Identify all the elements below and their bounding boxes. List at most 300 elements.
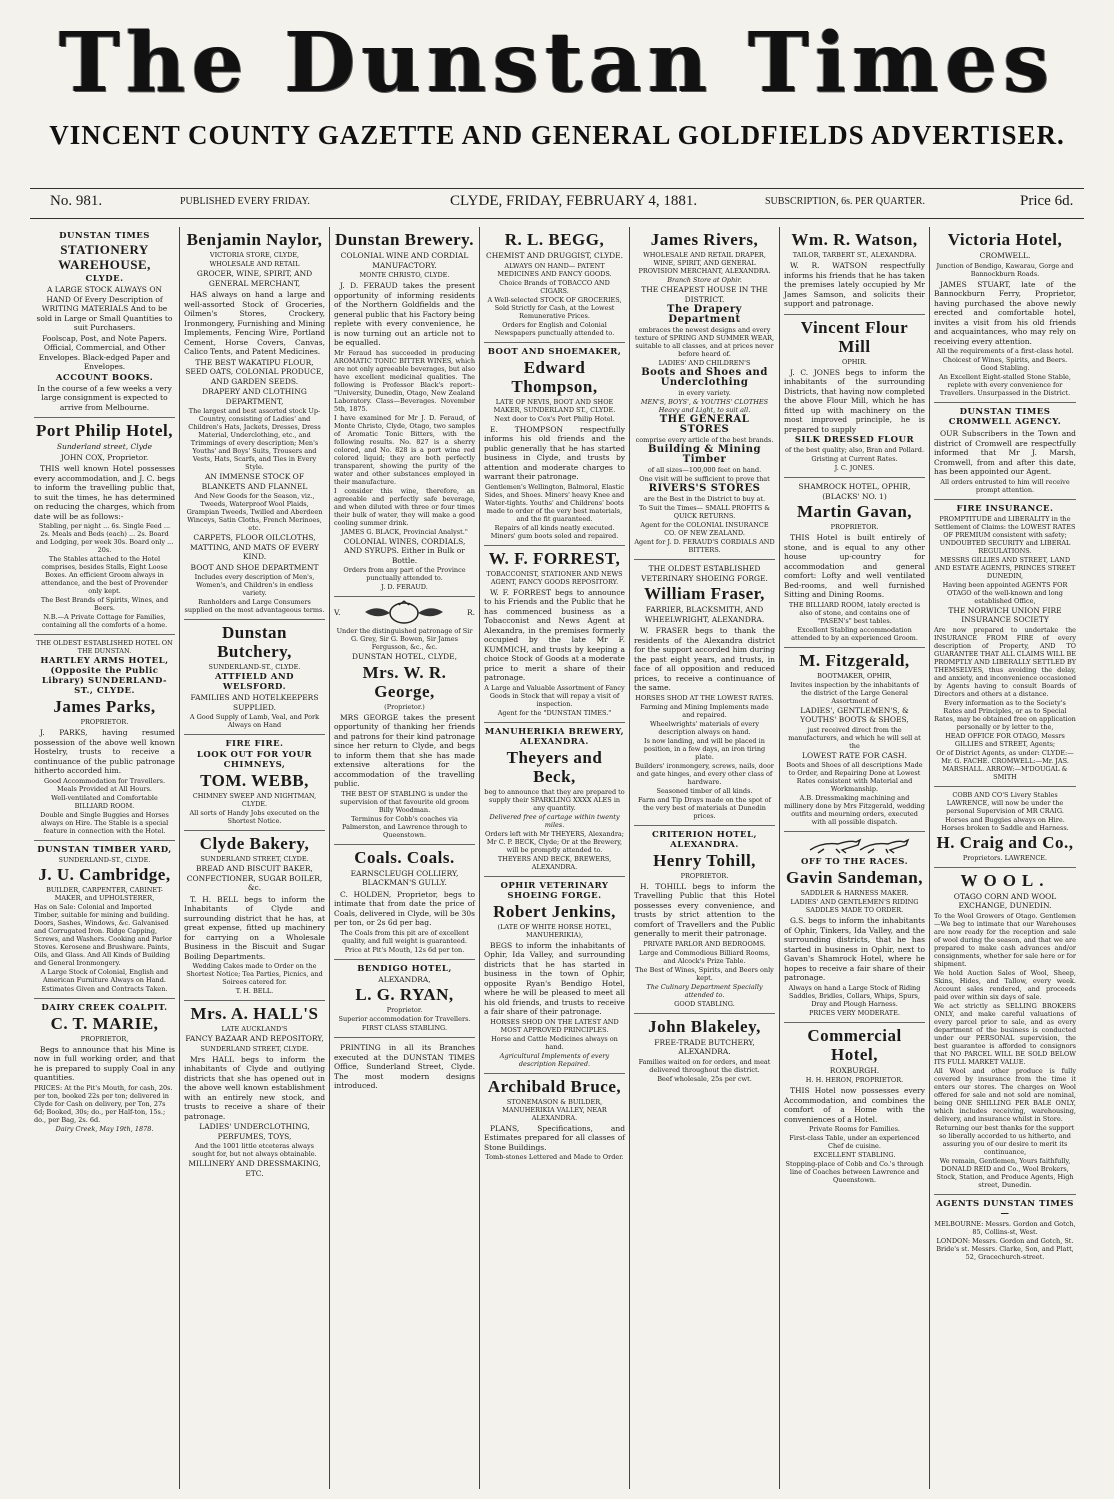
ad-text: PROMPTITUDE and LIBERALITY in the Settlement of Claims: the LOWEST RATES OF PREMIUM consistent with safety; UNDOUBTED SECURITY and LIBERAL REGULATIONS. [934,514,1076,555]
ad-text: Good Accommodation for Travellers. Meals Provided at All Hours. [43,776,166,793]
ad-text: PROPRIETOR. [80,718,129,726]
crest-letter-r: R. [466,608,475,618]
ad-text: N.B.—A Private Cottage for Families, containing all the comforts of a home. [41,613,168,629]
ad-text: BUILDER, CARPENTER, CABINET-MAKER, and UPHOLSTERER, [46,885,163,902]
ad-text: We hold Auction Sales of Wool, Sheep, Skins, Hides, and Tallow, every week. Account sales rendered, and proceeds paid over within six days of sale. [934,968,1076,1001]
ad-body: J. PARKS, having resumed possession of the above well known Hostelry, trusts to receive a continuance of the public patronage hitherto accorded him. [34,728,175,775]
ad-mrs-a-hall [184,1001,325,1183]
ad-body: THIS Hotel now possesses every Accommodation, and combines the comfort of a Home with the conveniences of a Hotel. [784,1086,925,1124]
ad-text: Excellent Stabling accommodation attended to by an experienced Groom. [791,625,918,642]
ad-text: Every information as to the Society's Rates and Principles, or as to Special Rates, may be obtained free on application personally or by letter to the, [934,698,1076,731]
ad-body: W. R. WATSON respectfully informs his friends that he has taken the premises lately occupied by Mr James Samson, and solicits their support and patronage. [784,261,925,308]
ad-heading: SILK DRESSED FLOUR [794,435,915,445]
ad-text: Mr Feraud has succeeded in producing AROMATIC TONIC BITTER WINES, which are not only agreeable beverages, but also have excellent medicinal qualities. The following is Professor Black's report:- "University, Dunedin, Otago, New Zealand Laboratory. Class—Beverages. November 5th, 1875. [334,348,475,413]
ad-text: are the Best in the District to buy at. [643,495,766,503]
ad-title: Commercial Hotel, [807,1025,902,1064]
ad-body: HAS always on hand a large and well-assorted Stock of Groceries, Oilmen's Stores, Crockery, Ironmongery, Furnishing and Mining Implements, Fencing Wire, Portland Cement, Horse Covers, Canvas, Calico Tents, and Patent Medicines. [184,290,325,356]
ad-h-craig-and-co [934,787,1076,868]
crest-letter-v: V. [334,608,341,618]
ad-john-blakeley [634,1014,775,1088]
ad-text: (Proprietor.) [384,702,425,711]
ad-text: SUNDERLAND STREET, CLYDE. [200,1044,309,1053]
ad-text: HEAD OFFICE FOR OTAGO, Messrs GILLIES and STREET, Agents; [945,731,1065,748]
racehorse-icon [800,838,910,854]
issue-date: CLYDE, FRIDAY, FEBRUARY 4, 1881. [450,193,698,209]
ad-text: AN IMMENSE STOCK OF BLANKETS AND FLANNEL [201,472,308,491]
ad-text: Are now prepared to undertake the INSURANCE FROM FIRE of every description of Property, AND TO GUARANTEE THAT ALL CLAIMS WILL BE PROMPTLY AND LIBERALLY SETTLED BY THEMSELVES, thus avoiding the delay, and anxiety, and inconvenience occasioned by Agents having to consult Boards of Directors and others at a distance. [934,625,1076,698]
ad-text: Choicest of Wines, Spirits, and Beers. Good Stabling. [942,356,1068,372]
ad-text: BREAD AND BISCUIT BAKER, CONFECTIONER, SUGAR BOILER, &c. [186,864,323,892]
ad-title: J. U. Cambridge, [38,864,171,884]
ad-text: ALEXANDRA, [378,974,431,984]
ad-text: Farm and Tip Drays made on the spot of the very best of materials at Dunedin prices. [638,795,771,820]
ad-dunstan-butchery [184,620,325,735]
ad-body: E. THOMPSON respectfully informs his old friends and the public generally that he has started business in Clyde, and trusts by attention and moderate charges to warrant their patronage. [484,424,625,481]
subscription-rate: SUBSCRIPTION, 6s. PER QUARTER. [765,196,925,207]
ad-title: M. Fitzgerald, [799,650,910,670]
ad-title: Benjamin Naylor, [186,230,323,249]
ad-heading: LOOK OUT FOR YOUR CHIMNEYS, [196,750,313,770]
ad-title: Clyde Bakery, [199,834,310,853]
ad-heading: HARTLEY ARMS HOTEL, (Opposite the Public Library) SUNDERLAND-ST., CLYDE. [40,656,169,696]
ad-text: Delivered free of cartage within twenty miles. [489,812,620,829]
ad-text: Agent for J. D. FERAUD'S CORDIALS AND BITTERS. [634,538,775,554]
ad-benjamin-naylor [184,227,325,620]
ad-body: W. F. FORREST begs to announce to his Friends and the Public that he has commenced business as a Tobacconist and News Agent at Alexandra, in the premises formerly occupied by the late Mr F. KUMMICH, and trusts by keeping a choice Stock of Goods at a moderate price to merit a share of their patronage. [484,587,625,682]
ad-text: CHEMIST AND DRUGGIST, CLYDE. [485,251,624,260]
ad-text: of all sizes—100,000 feet on hand. [647,466,762,474]
ad-text: DRAPERY AND CLOTHING DEPARTMENT, [202,387,307,406]
issue-price: Price 6d. [1020,193,1074,209]
ad-title: WOOL. [960,870,1050,890]
ad-title: Edward Thompson, [511,357,598,396]
ad-text: MELBOURNE: Messrs. Gordon and Gotch, 85, Collins-st, West. [934,1219,1076,1236]
ad-text: TOBACCONIST, STATIONER AND NEWS AGENT, FANCY GOODS REPOSITORY. [486,569,623,586]
ad-text: Farming and Mining Implements made and repaired. [640,702,769,719]
ad-text: EARNSCLEUGH COLLIERY, BLACKMAN'S GULLY. [350,868,459,887]
ad-earnscleugh-colliery [334,845,475,960]
ad-text: ALWAYS ON HAND— PATENT MEDICINES AND FANCY GOODS. [497,261,612,278]
ad-text: THE NORWICH UNION FIRE INSURANCE SOCIETY [948,605,1062,624]
ad-heading: BENDIGO HOTEL, [357,963,452,974]
advertisement-columns [30,227,1084,1489]
ad-clyde-bakery [184,831,325,1001]
ad-text: Has on Sale: Colonial and Imported Timber, suitable for mining and building. Doors, Sashes, Windows, &c. Galvanised and Corrugated Iron. Ridge Capping, Screws, and Washers. Cooking and Parlor Stoves. Kerosene and Brushware. Paints, Oils, and Glass. And All Kinds of Building and General Ironmongery. [34,902,172,967]
ad-body: PRINTING in all its Branches executed at the DUNSTAN TIMES Office, Sunderland Street, Clyde. The most modern designs introduced. [334,1043,475,1090]
ad-text: Proprietor. [386,1006,423,1014]
ad-title: Henry Tohill, [653,850,756,870]
ad-text: Or of District Agents, as under: CLYDE:—Mr. G. FACHE. CROMWELL:—Mr. JAS. MARSHALL. ARROW:—M'DOUGAL & SMITH [936,748,1074,781]
ad-text: OTAGO CORN AND WOOL EXCHANGE, DUNEDIN. [953,891,1057,910]
ad-text: CARPETS, FLOOR OILCLOTHS, MATTING, AND MATS OF EVERY KIND. [190,533,319,561]
ad-text: A.B. Dressmaking machining and millinery done by Mrs Fitzgerald, wedding outfits and mourning orders, executed with all possible dispatch. [784,794,925,826]
ad-text: GROCER, WINE, SPIRIT, AND GENERAL MERCHANT, [196,269,313,288]
ad-text: LOWEST RATE FOR CASH. [802,750,907,760]
ad-body: Mrs HALL begs to inform the inhabitants of Clyde and outlying districts that she has opened out in the above well known establishment with an entirely new stock, and trusts to receive a share of their patronage. [184,1054,325,1121]
ad-text: Repairs of all kinds neatly executed. Miners' gum boots soled and repaired. [490,523,619,540]
ad-text: And New Goods for the Season, viz., Tweeds, Waterproof Wool Plaids, Grampian Tweeds, Twilled and Aberdeen Winceys, Satin Cloths, French Merinoes, etc. [186,492,323,532]
ad-text: WHOLESALE AND RETAIL DRAPER, WINE, SPIRIT, AND GENERAL PROVISION MERCHANT, ALEXANDRA. [638,251,771,275]
column-3 [330,227,480,1489]
ad-title: Gavin Sandeman, [786,868,923,887]
ad-text: Horses and Buggies always on Hire. Horses broken to Saddle and Harness. [941,815,1069,832]
ad-text: SUNDERLAND STREET, CLYDE. [200,855,309,863]
ad-tom-webb [184,735,325,831]
ad-heading: Building & Mining Timber [647,444,762,465]
ad-text: All Wool and other produce is fully covered by insurance from the time it enters our stores. The charges on Wool offered for sale and not sold are nominal, being ONE SHILLING PER BALE ONLY, which includes receiving, warehousing, delivery, and insurance whilst in Store. [934,1066,1076,1123]
ad-text: BOOT AND SHOE DEPARTMENT [190,562,319,572]
ad-port-philip-hotel [34,418,175,635]
ad-text: Boots and Shoes of all descriptions Made to Order, and Repairing Done at Lowest Rates consistent with Material and Workmanship. [786,761,923,793]
ad-text: CHIMNEY SWEEP AND NIGHTMAN, CLYDE. [192,792,317,808]
ad-title: Robert Jenkins, [493,901,616,921]
ad-body: Begs to announce that his Mine is now in full working order, and that he is prepared to supply Coal in any quantities. [34,1044,175,1082]
ad-text: HORSES SHOD AT THE LOWEST RATES. [635,693,774,702]
ad-bendigo-hotel [334,960,475,1039]
ad-text: OPHIR. [842,357,867,366]
ad-text: Choice Brands of TOBACCO AND CIGARS. [499,278,610,295]
ad-text: Invites inspection by the inhabitants of the district of the Large General Assortment of [790,680,919,705]
ad-title: C. T. MARIE, [50,1013,159,1033]
ad-text: All the requirements of a first-class hotel. [936,347,1074,355]
ad-title: Port Philip Hotel, [36,421,173,440]
ad-printing [334,1038,475,1096]
newspaper-subtitle: VINCENT COUNTY GAZETTE AND GENERAL GOLDFIELDS ADVERTISER. [49,120,1065,150]
ad-body: MRS GEORGE takes the present opportunity of thanking her friends and patrons for their kind patronage since her return to Clyde, and begs to inform them that she has made extensive alterations for the accommodation of the travelling public. [334,712,475,788]
ad-text: The largest and best assorted stock Up-Country, consisting of Ladies' and Children's Hats, Jackets, Dresses, Dress Material, Underclothing, etc., and Trimmings of every description; Men's Youths' and Boys' Suits, Trousers and Vests, Hats, Scarfs, and Ties in Every Style. [188,407,321,471]
ad-text: Having been appointed AGENTS FOR OTAGO of the well-known and long established Office, [942,580,1068,605]
ad-text: We act strictly as SELLING BROKERS ONLY, and make careful valuations of every parcel prior to sale, and as every department of the business is conducted under our PERSONAL supervision, the best guarantee is afforded to consignors that NO PARCEL WILL BE SOLD BELOW ITS FULL MARKET VALUE. [934,1001,1076,1066]
ad-text: An Excellent Eight-stalled Stone Stable, replete with every convenience for Travellers. Unsurpassed in the District. [939,373,1071,397]
ad-text: J. C. JONES. [834,464,875,472]
ad-text: SADDLER & HARNESS MAKER. [800,889,909,897]
ad-dunstan-brewery [334,227,475,597]
ad-body: THIS Hotel is built entirely of stone, and is equal to any other house up-country for accommodation and general comfort: Lofty and well ventilated Bed-rooms, and well furnished Sitting and Dining Rooms. [784,533,925,599]
ad-text: SUNDERLAND-ST., CLYDE. [208,663,301,671]
ad-text: ROXBURGH. [829,1065,880,1075]
ad-text: LONDON: Messrs. Gordon and Gotch, St. Bride's st. Messrs. Clarke, Son, and Platt, 52, Gracechurch-street. [936,1236,1074,1261]
ad-text: of the best quality; also, Bran and Pollard. [784,446,925,454]
ad-dairy-creek-coalpit [34,999,175,1138]
ad-text: Estimates Given and Contracts Taken. [41,984,168,993]
ad-body: OUR Subscribers in the Town and district of Cromwell are respectfully informed that Mr J. Marsh, Cromwell, from and after this date, has been appointed our Agent. [934,429,1076,476]
ad-dunstan-timber-yard [34,841,175,999]
ad-text: Stopping-place of Cobb and Co.'s through line of Coaches between Lawrence and Queenstown. [785,1160,924,1184]
ad-heading: FIRE INSURANCE. [956,503,1054,514]
ad-text: LATE OF NEVIS, BOOT AND SHOE MAKER, SUNDERLAND ST., CLYDE. [493,397,616,414]
ad-text: Superior accommodation for Travellers. [338,1015,471,1023]
ad-title: Dunstan Brewery. [335,230,474,249]
ad-w-f-forrest [484,546,625,723]
ad-text: JAMES G. BLACK, Provincial Analyst." [341,527,468,536]
newspaper-title: The Dunstan Times [58,15,1056,111]
ad-body: G.S. begs to inform the inhabitants of Ophir, Tinkers, Ida Valley, and the surrounding districts, that he has started in business in Ophir, next to Gavan's Shamrock Hotel, where he hopes to receive a fair share of their patronage. [784,916,925,982]
ad-text: MEN'S, BOYS', & YOUTHS' CLOTHES Heavy and Light, to suit all. [640,398,769,414]
ad-text: Agricultural Implements of every description Repaired. [499,1051,610,1068]
ad-text: FARRIER, BLACKSMITH, AND WHEELWRIGHT, ALEXANDRA. [644,605,765,624]
ad-heading: ACCOUNT BOOKS. [55,372,154,383]
ad-hartley-arms-hotel [34,635,175,841]
ad-text: One visit will be sufficient to prove that [639,475,770,483]
ad-text: (LATE OF WHITE HORSE HOTEL, MANUHERIKIA), [497,922,612,939]
ad-text: A LARGE STOCK ALWAYS ON HAND Of Every Description of WRITING MATERIALS And to be sold in Large or Small Quantities to suit Purchasers. [36,285,173,332]
ad-text: The Stables attached to the Hotel comprises, besides Stalls, Eight Loose Boxes. An efficient Groom always in attendance, and the best of Provender only kept. [41,555,168,595]
ad-james-rivers [634,227,775,560]
ad-text: We remain, Gentlemen, Yours faithfully, DONALD REID and Co., Wool Brokers, Stock, Station, and Produce Agents, High street, Dunedin. [936,1156,1074,1189]
ad-title: R. L. BEGG, [504,230,605,249]
ad-title: Wm. R. Watson, [791,230,918,249]
ad-text: H. H. HERON, PROPRIETOR. [805,1076,904,1084]
ad-text: I have examined for Mr J. D. Feraud, of Monte Christo, Clyde, Otago, two samples of Aromatic Tonic Bitters, with the following results. No. 827 is a sherry colored, and No. 828 is a port wine red colored liquid; they are both perfectly transparent, showing the purity of the water and other substances employed in their manufacture. [334,413,475,486]
royal-crest-row [334,600,475,626]
ad-text: To Suit the Times— SMALL PROFITS & QUICK RETURNS. [638,504,771,520]
ad-title: W. F. FORREST, [488,548,621,568]
column-2 [180,227,330,1489]
column-5 [630,227,780,1489]
ad-text: J. D. FERAUD. [381,583,428,591]
ad-text: Seasoned timber of all kinds. [656,786,753,795]
ad-text: THE BILLIARD ROOM, lately erected is also of stone, and contains one of "PASEN's" best tables. [788,600,921,625]
ad-text: PRICES VERY MODERATE. [809,1008,900,1017]
ad-title: TOM. WEBB, [200,771,309,790]
ad-text: Tomb-stones Lettered and Made to Order. [485,1153,624,1161]
ad-text: PROPRIETOR. [680,871,729,880]
ad-text: Large and Commodious Billiard Rooms, and Alcock's Prize Table. [638,948,771,965]
ad-text: PRICES: At the Pit's Mouth, for cash, 20s. per ton, booked 22s per ton; delivered in Clyde for Cash on delivery, per Ton, 27s 6d; Booked, 30s; do., per Half-ton, 15s.; do., per Bag, 2s. 6d. [34,1083,173,1124]
ad-text: FAMILIES AND HOTELKEEPERS SUPPLIED. [190,693,319,712]
ad-heading: OPHIR VETERINARY SHOEING FORGE. [500,880,609,901]
ad-text: MONTE CHRISTO, CLYDE. [359,271,450,279]
ad-title: Mrs. A. HALL'S [190,1004,319,1023]
ad-heading: CRITERION HOTEL, ALEXANDRA. [652,829,757,850]
ad-text: Includes every description of Men's, Women's, and Children's in endless variety. [194,573,315,597]
ad-text: Dairy Creek, May 19th, 1878. [55,1124,154,1133]
ad-body: PLANS, Specifications, and Estimates prepared for all classes of Stone Buildings. [484,1123,625,1152]
ad-text: A Well-selected STOCK OF GROCERIES, Sold Strictly for Cash, at the Lowest Remunerative Prices. [487,295,622,320]
ad-dunstan-times-stationery [34,227,175,418]
ad-text: just received direct from the manufacturers, and which he will sell at the [788,725,921,750]
ad-text: PRIVATE PARLOR AND BEDROOMS. [643,939,766,948]
ad-body: C. HOLDEN, Proprietor, begs to intimate that from date the price of Coals, delivered in Clyde, will be 30s per ton, or 2s 6d per bag. [334,889,475,927]
ad-text: Wheelwrights' materials of every description always on hand. [649,719,760,736]
ad-gavin-sandeman [784,832,925,1023]
ad-manuherikia-brewery [484,723,625,877]
ad-title: William Fraser, [644,584,765,603]
ad-text: Junction of Bendigo, Kawarau, Gorge and Bannockburn Roads. [936,261,1074,278]
ad-heading: AGENTS DUNSTAN TIMES— [936,1198,1074,1219]
ad-text: CROMWELL. [979,251,1031,260]
ad-text: Proprietors. LAWRENCE. [962,853,1048,862]
ad-text: Builders' ironmongery, screws, nails, door and gate hinges, and every other class of hardware. [635,761,774,786]
ad-text: T. H. BELL. [235,987,274,995]
ad-text: beg to announce that they are prepared to supply their SPARKLING XXXX ALES in any quantity. [484,787,625,812]
ad-text: TAILOR, TARBERT ST., ALEXANDRA. [792,251,917,259]
ad-body: H. TOHILL begs to inform the Travelling Public that this Hotel possesses every convenience, and trusts by strict attention to the comfort of Travellers and the Public generally to merit their patronage. [634,881,775,938]
ad-title: Victoria Hotel, [947,230,1063,249]
ad-text: In the course of a few weeks a very large consignment is expected to arrive from Melbourne. [37,383,172,412]
ad-price-list: Stabling, per night ... 6s. Single Feed ... 2s. Meals and Beds (each) ... 2s. Board and Lodging, per week 30s. Board only ... 20s. [35,522,174,554]
ad-text: All orders entrusted to him will receive prompt attention. [940,477,1070,494]
ad-text: BOOTMAKER, OPHIR, [817,671,892,680]
ad-text: Private Rooms for Families. [808,1125,900,1133]
column-6 [780,227,930,1489]
ad-text: THEYERS AND BECK, BREWERS, ALEXANDRA. [497,854,612,871]
ad-body: J. D. FERAUD takes the present opportunity of informing residents of the Northern Goldfields and the general public that his Factory being replete with every convenience, he is now turning out an article not to be equalled. [334,281,475,347]
royal-crest-icon [359,600,449,626]
ad-text: MESSRS GILLIES AND STREET, LAND AND ESTATE AGENTS, PRINCES STREET DUNEDIN, [934,555,1076,580]
ad-text: A Large and Valuable Assortment of Fancy Goods in Stock that will repay a visit of inspection. [484,683,625,708]
ad-title: H. Craig and Co., [936,832,1074,852]
ad-heading: ATTFIELD AND WELSFORD. [214,672,294,692]
ad-text: PROPRIETOR. [830,523,879,531]
ad-text: Wedding Cakes made to Order on the Shortest Notice; Tea Parties, Picnics, and Soirees catered for. [186,962,323,986]
ad-heading: BOOT AND SHOEMAKER, [487,346,622,357]
ad-wm-r-watson [784,227,925,315]
column-4 [480,227,630,1489]
ad-title: Theyers and Beck, [506,747,603,786]
ad-text: COLONIAL WINES, CORDIALS, AND SYRUPS. Either in Bulk or Bottle. [343,536,466,565]
ad-text: DUNSTAN HOTEL, CLYDE, [352,652,457,661]
ad-text: To the Wool Growers of Otago. Gentlemen—We beg to intimate that our Warehouses are now ready for the reception and sale of wool during the season, and that we are prepared to make cash advances and/or consignments, whether for sale here or for shipment. [934,911,1076,968]
ad-dunstan-hotel [334,597,475,845]
top-rule [30,188,1084,189]
ad-agents-dunstan-times [934,1195,1076,1266]
ad-text: All sorts of Handy Jobs executed on the Shortest Notice. [189,809,320,825]
ad-body: W. FRASER begs to thank the residents of the Alexandra district for the support accorded him during the past eight years, and trusts, in face of all opposition and reduced prices, to receive a continuance of the same. [634,626,775,692]
ad-text: Agent for the "DUNSTAN TIMES." [497,708,612,717]
ad-heading: RIVERS'S STORES [648,483,761,494]
ad-criterion-hotel [634,826,775,1014]
ad-archibald-bruce [484,1074,625,1167]
ad-text: THE OLDEST ESTABLISHED VETERINARY SHOEING FORGE. [641,564,768,583]
ad-text: Orders from any part of the Province punctually attended to. [343,566,466,582]
ad-text: COBB AND CO'S Livery Stables LAWRENCE, will now be under the personal Supervision of MR CRAIG. [946,790,1064,815]
ad-title: John Blakeley, [648,1016,761,1036]
ad-text: PROPRIETOR, [80,1034,129,1043]
ad-text: Agent for the COLONIAL INSURANCE CO. OF NEW ZEALAND. [640,521,769,537]
ad-text: The Best Brands of Spirits, Wines, and Beers. [40,596,169,612]
ad-title: James Parks, [53,697,156,716]
dateline [30,193,1084,216]
ad-text: LADIES', GENTLEMEN'S, & YOUTHS' BOOTS & SHOES, [800,705,909,724]
ad-text: Always on hand a Large Stock of Riding Saddles, Bridles, Collars, Whips, Spurs, Dray and Plough Harness. [788,983,921,1008]
ad-heading: The Drapery Department [667,304,742,325]
ad-text: Orders left with Mr THEYERS, Alexandra; Mr C. P. BECK, Clyde; Or at the Brewery, will be promptly attended to. [484,829,624,854]
ad-text: Is now landing, and will be placed in position, in a few days, an iron tiring plate. [643,736,766,761]
ad-text: The Best of Wines, Spirits, and Beers only kept. [635,965,774,982]
ad-text: SHAMROCK HOTEL, OPHIR, (BLACKS' NO. 1) [798,482,911,501]
ad-text: Well-ventilated and Comfortable BILLIARD ROOM. [51,793,158,810]
masthead [0,0,1114,190]
ad-title: L. G. RYAN, [355,985,454,1004]
ad-text: A Good Supply of Lamb, Veal, and Pork Always on Hand [189,713,320,729]
ad-text: Orders for English and Colonial Newspapers punctually attended to. [494,320,615,337]
ad-text: Gristing at Current Rates. [811,455,898,463]
ad-title: Dunstan Butchery, [217,623,292,661]
ad-heading: CLYDE. [85,274,124,284]
ad-heading: DUNSTAN TIMES CROMWELL AGENCY. [948,407,1062,427]
ad-fire-insurance [934,500,1076,787]
ad-heading: OFF TO THE RACES. [800,857,909,867]
ad-text: LADIES' AND CHILDREN'S [658,359,751,367]
ad-heading: DAIRY CREEK COALPIT. [41,1002,168,1013]
ad-m-fitzgerald [784,648,925,833]
ad-title: Coals. Coals. [354,847,455,867]
ad-heading: Boots and Shoes and Underclothing [641,367,768,388]
ad-text: JOHN COX, Proprietor. [60,452,149,462]
ad-title: Martin Gavan, [796,502,913,521]
publication-frequency: PUBLISHED EVERY FRIDAY. [180,196,310,207]
ad-text: Sunderland street, Clyde [56,442,153,451]
ad-body: J. C. JONES begs to inform the inhabitants of the surrounding Districts, that having now completed the above Flour Mill, which he has fitted up with machinery on the most improved principle, he is prepared to supply [784,367,925,434]
ad-victoria-hotel [934,227,1076,403]
ad-text: WHOLESALE AND RETAIL [209,260,300,268]
ad-text: Foolscap, Post, and Note Papers. Official, Commercial, and Other Envelopes. Black-edged Paper and Envelopes. [38,333,171,371]
ad-text: And the 1001 little etceteras always sought for, but not always obtainable. [192,1142,317,1158]
ad-william-fraser [634,560,775,826]
ad-text: Returning our best thanks for the support so liberally accorded to us hitherto, and assuring you of our desire to merit its continuance, [935,1123,1075,1156]
ad-r-l-begg [484,227,625,343]
ad-ophir-veterinary-forge [484,877,625,1074]
ad-text: Families waited on for orders, and meat delivered throughout the district. [638,1057,771,1074]
ad-heading: FIRE FIRE. [225,739,284,749]
column-7 [930,227,1080,1489]
ad-wool-exchange [934,868,1076,1195]
ad-text: LADIES' UNDERCLOTHING, PERFUMES, TOYS, [199,1122,310,1141]
column-1 [30,227,180,1489]
ad-text: Terminus for Cobb's coaches via Palmerston, and Lawrence through to Queenstown. [341,814,467,839]
ad-text: Branch Store at Ophir. [667,276,742,284]
ad-body: BEGS to inform the inhabitants of Ophir, Ida Valley, and surrounding districts that he has started in business in the town of Ophir, opposite Ryan's Bendigo Hotel, where he will be pleased to meet all his old friends, and trusts to receive a fair share of their patronage. [484,940,625,1016]
ad-text: STONEMASON & BUILDER, MANUHERIKIA VALLEY, NEAR ALEXANDRA. [502,1097,607,1122]
ad-text: Runholders and Large Consumers supplied on the most advantageous terms. [184,598,325,614]
ad-body: THIS well known Hotel possesses every accommodation, and J. C. begs to inform the travelling public that, to suit the times, he has determined on reducing the charges, which from date will be as follows:- [34,464,175,521]
ad-text: The Culinary Department Specially attended to. [646,982,763,999]
ad-body: JAMES STUART, late of the Bannockburn Ferry, Proprietor, having purchased the above newly erected and comfortable hotel, invites a visit from his old friends and acquaintances, who may rely on receiving every attention. [934,279,1076,346]
ad-text: GOOD STABLING. [674,999,735,1008]
ad-text: Price at Pit's Mouth, 12s 6d per ton. [344,945,465,954]
ad-text: SUNDERLAND-ST., CLYDE. [58,855,151,864]
ad-text: MILLINERY AND DRESSMAKING, ETC. [188,1159,321,1178]
ad-commercial-hotel [784,1023,925,1190]
ad-text: Gentlemen's Wellington, Balmoral, Elastic Sides, and Shoes. Miners' heavy Knee and Water-tights. Youths' and Childrens' boots made to order of the very best materials, and the fit guaranteed. [484,482,625,523]
dateline-rule [30,218,1084,219]
ad-heading: THE OLDEST ESTABLISHED HOTEL ON THE DUNSTAN. [36,639,173,655]
ad-title: Vincent Flour Mill [800,317,909,356]
ad-body: T. H. BELL begs to inform the Inhabitants of Clyde and surrounding district that he has, at great expense, fitted up machinery for carrying on a Wholesale Business in the Biscuit and Sugar Boiling Departments. [184,894,325,961]
ad-text: The Coals from this pit are of excellent quality, and full weight is guaranteed. [340,928,469,945]
ad-text: FANCY BAZAAR AND REPOSITORY, [185,1034,324,1043]
ad-edward-thompson [484,343,625,546]
ad-text: THE BEST OF STABLING is under the supervision of that favourite old groom Billy Woodman. [340,789,469,814]
issue-number: No. 981. [50,193,103,209]
ad-text: I consider this wine, therefore, an agreeable and perfectly safe beverage, and when diluted with three or four times their bulk of water, they will make a good cooling summer drink. [334,486,475,527]
ad-text: FIRST CLASS STABLING. [361,1024,448,1032]
ad-text: Next door to Cox's Port Philip Hotel. [494,414,615,423]
ad-title: STATIONERY WAREHOUSE, [58,242,151,272]
ad-vincent-flour-mill [784,315,925,479]
ad-text: LATE AUCKLAND'S [221,1025,288,1033]
ad-text: HORSES SHOD ON THE LATEST AND MOST APPROVED PRINCIPLES. [490,1017,619,1034]
ad-shamrock-hotel [784,478,925,648]
ad-text: Beef wholesale, 25s per cwt. [657,1074,752,1083]
ad-text: First-class Table, under an experienced Chef de cuisine. [789,1134,920,1150]
ad-text: COLONIAL WINE AND CORDIAL MANUFACTORY. [340,251,469,270]
ad-text: VICTORIA STORE, CLYDE, [209,251,300,259]
ad-heading: DUNSTAN TIMBER YARD, [37,844,172,855]
ad-text: A Large Stock of Colonial, English and American Furniture Always on Hand. [40,967,169,984]
ad-cromwell-agency [934,403,1076,500]
